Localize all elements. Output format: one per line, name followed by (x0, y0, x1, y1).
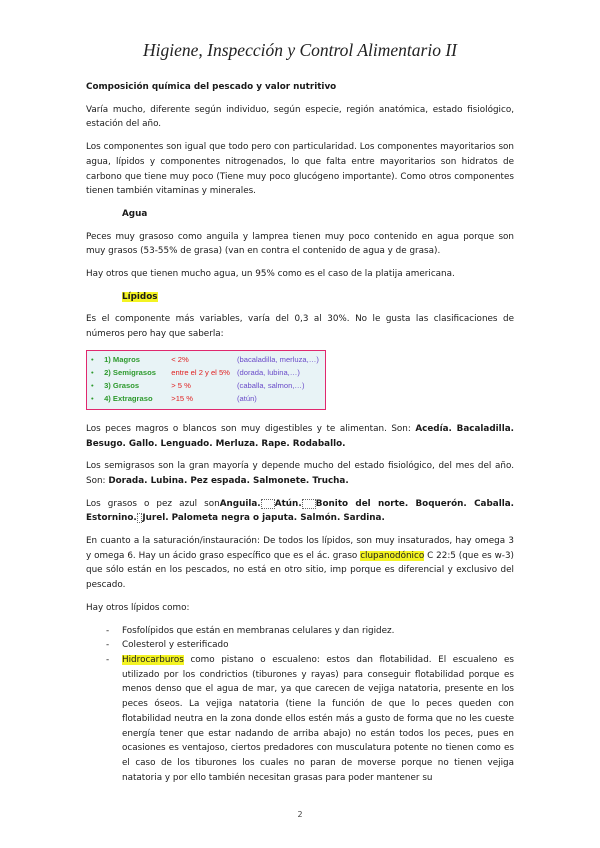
page-header-title: Higiene, Inspección y Control Alimentario II (143, 40, 457, 60)
paragraph-grasos (86, 497, 514, 526)
class-name: 1) Magros (104, 354, 140, 364)
class-name: 2) Semigrasos (104, 367, 156, 377)
paragraph-lipidos-1: Es el componente más variables, varía del 0,3 al 30%. No le gusta las clasificaciones de números pero hay que saberla: (86, 314, 514, 340)
dash-bullet: - (106, 654, 110, 665)
lipid-classification-table (86, 350, 326, 410)
heading-agua: Agua (122, 208, 148, 219)
heading-lipidos-row (86, 290, 514, 305)
highlight-clupanodonico: clupanodónico (360, 550, 425, 561)
table-row (91, 366, 321, 379)
page-content (86, 80, 514, 785)
grasos-list-3: Bonito del norte. Boquerón. Caballa. Estornino. (86, 498, 514, 524)
list-item (86, 638, 514, 653)
grasos-separator (302, 499, 316, 509)
bullet-icon: • (91, 380, 94, 390)
paragraph-semigrasos (86, 459, 514, 488)
class-examples: (bacaladilla, merluza,…) (237, 354, 319, 364)
class-range: > 5 % (171, 380, 191, 390)
grasos-list-1: Anguila. (219, 498, 261, 509)
other-lipids-list (86, 624, 514, 786)
page-number: 2 (297, 810, 303, 819)
bullet-icon: • (91, 393, 94, 403)
class-range: < 2% (171, 354, 189, 364)
paragraph-saturacion (86, 534, 514, 593)
section-title: Composición química del pescado y valor nutritivo (86, 82, 337, 92)
grasos-list-2: Atún. (274, 498, 302, 509)
list-item-text: Colesterol y esterificado (122, 640, 229, 651)
list-item (86, 624, 514, 639)
semigrasos-list: Dorada. Lubina. Pez espada. Salmonete. Trucha. (108, 475, 349, 486)
class-examples: (atún) (237, 393, 257, 403)
magros-list: Acedía. Bacaladilla. Besugo. Gallo. Lenguado. Merluza. Rape. Rodaballo. (86, 423, 514, 449)
grasos-text: Los grasos o pez azul son (86, 498, 220, 509)
grasos-separator (261, 499, 275, 509)
class-range: entre el 2 y el 5% (171, 367, 230, 377)
table-row (91, 392, 321, 405)
dash-bullet: - (106, 640, 110, 651)
paragraph-magros (86, 422, 514, 451)
class-name: 4) Extragraso (104, 393, 153, 403)
list-item (86, 653, 514, 785)
highlight-hidrocarburos: Hidrocarburos (122, 654, 184, 665)
magros-text: Los peces magros o blancos son muy digestibles y te alimentan. Son: (86, 423, 416, 434)
saturacion-text-b: C 22:5 (que es w-3) que sólo están en los pescados, no está en otro sitio, imp porque es diferencial y exclusivo del pescado. (86, 550, 514, 591)
semigrasos-text: Los semigrasos son la gran mayoría y depende mucho del estado fisiológico, del mes del año. Son: (86, 461, 514, 486)
grasos-list-4: Jurel. Palometa negra o japuta. Salmón. Sardina. (142, 513, 385, 524)
heading-lipidos: Lípidos (122, 291, 158, 302)
paragraph-components: Los componentes son igual que todo pero con particularidad. Los componentes mayoritarios son agua, lípidos y componentes nitrogenados, lo que falta entre mayoritarios son hidratos de carbono que tiene muy poco (Tiene muy poco glucógeno importante). Como otros componentes tienen también vitaminas y minerales. (86, 142, 514, 197)
list-item-text: Fosfolípidos que están en membranas celulares y dan rigidez. (122, 625, 395, 636)
class-name: 3) Grasos (104, 380, 140, 390)
dash-bullet: - (106, 625, 110, 636)
class-examples: (caballa, salmon,…) (237, 380, 305, 390)
table-row (91, 379, 321, 392)
saturacion-text-a: En cuanto a la saturación/instauración: De todos los lípidos, son muy insaturados, hay omega 3 y omega 6. Hay un ácido graso específico que es el ác. graso (86, 536, 514, 561)
paragraph-agua-1: Peces muy grasoso como anguila y lamprea tienen muy poco contenido en agua porque son muy grasos (53-55% de grasa) (van en contra el contenido de agua y de grasa). (86, 231, 514, 257)
bullet-icon: • (91, 367, 94, 377)
bullet-icon: • (91, 354, 94, 364)
list-item-text: como pistano o escualeno: estos dan flotabilidad. El escualeno es utilizado por los condrictios (tiburones y rayas) para conseguir flotabilidad porque es menos denso que el agua de mar, ya que carecen de vejiga natatoria, presente en los peces óseos. La vejiga natatoria (tiene la función de que lo peces queden con flotabilidad neutra en la zona donde ellos estén más a gusto de forma que no les cueste energía tener que estar nadando de arriba abajo) no están todos los peces, pues en ocasiones es ventajoso, ciertos predadores con musculatura potente no tienen como es el caso de los tiburones los cuales no paran de moverse porque no tienen vejiga natatoria y por ello también necesitan grasas para poder mantener su (122, 654, 514, 783)
paragraph-variation: Varía mucho, diferente según individuo, según especie, región anatómica, estado fisiológico, estación del año. (86, 104, 514, 130)
table-row (91, 353, 321, 366)
paragraph-otros-lipidos: Hay otros lípidos como: (86, 602, 190, 613)
class-range: >15 % (171, 393, 194, 403)
class-examples: (dorada, lubina,…) (237, 367, 300, 377)
paragraph-agua-2: Hay otros que tienen mucho agua, un 95% como es el caso de la platija americana. (86, 269, 455, 280)
